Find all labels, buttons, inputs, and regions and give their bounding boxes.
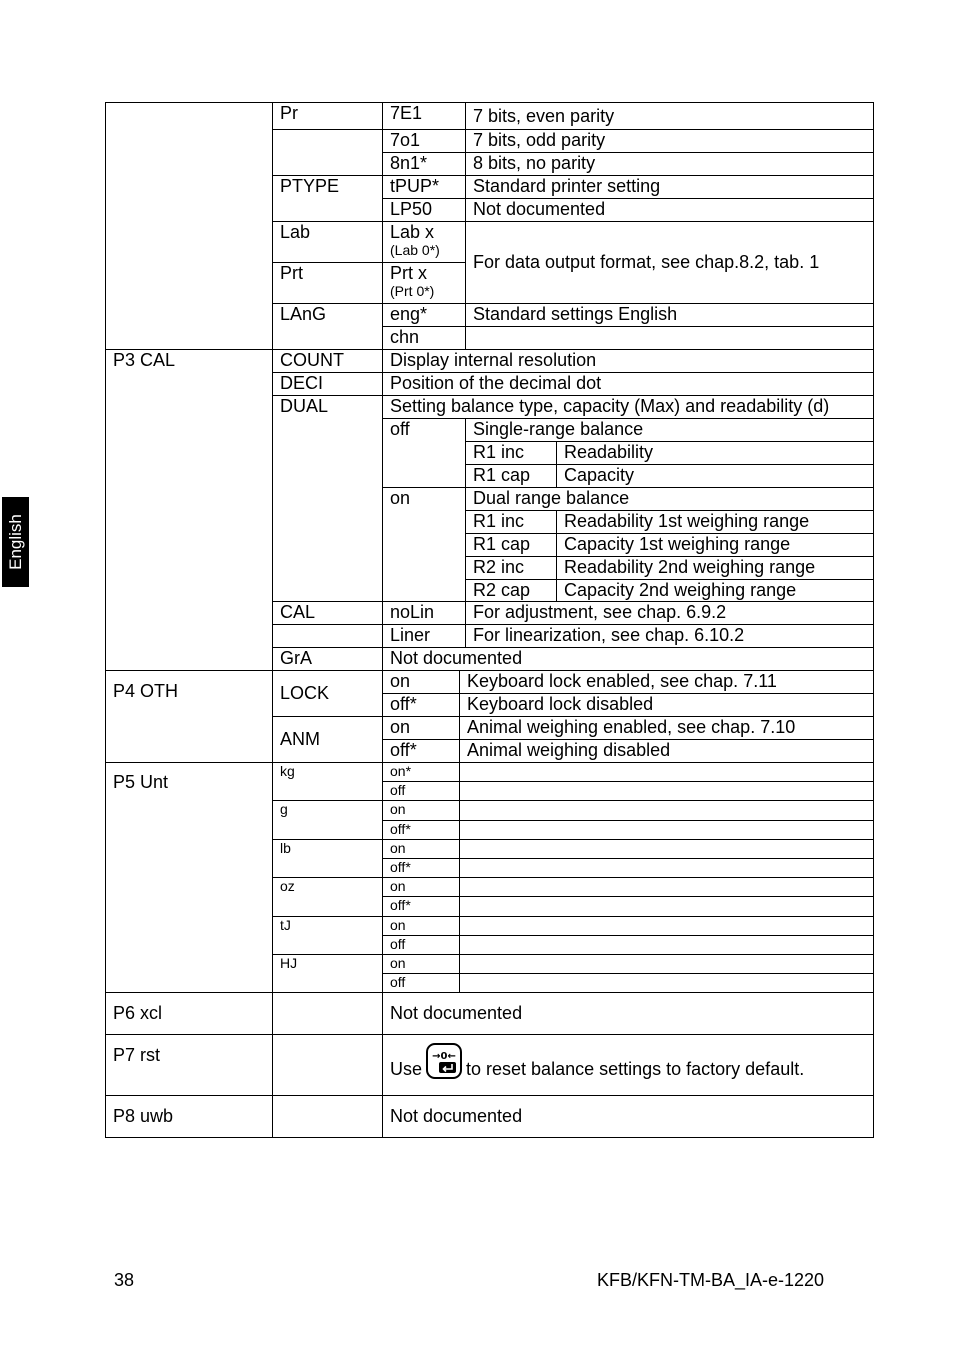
desc-lock-off: Keyboard lock disabled: [459, 693, 874, 717]
param-empty: [272, 129, 383, 176]
document-id: KFB/KFN-TM-BA_IA-e-1220: [597, 1270, 825, 1290]
desc-anm-on: Animal weighing enabled, see chap. 7.10: [459, 716, 874, 740]
value-on-r1inc: R1 inc: [465, 510, 557, 534]
value-7o1: 7o1: [382, 129, 466, 153]
unit-value: on*: [382, 762, 460, 782]
desc-dual: Setting balance type, capacity (Max) and readability (d): [382, 395, 874, 419]
value-dual-off: off: [382, 418, 466, 488]
unit-name: tJ: [272, 916, 383, 955]
page-number: 38: [114, 1270, 135, 1290]
desc-on-r1cap: Capacity 1st weighing range: [556, 533, 874, 557]
unit-desc: [459, 839, 874, 859]
unit-desc: [459, 973, 874, 993]
param-deci: DECI: [272, 372, 383, 396]
unit-desc: [459, 858, 874, 878]
desc-count: Display internal resolution: [382, 349, 874, 373]
unit-value: on: [382, 877, 460, 897]
unit-value: on: [382, 800, 460, 821]
value-on-r1cap: R1 cap: [465, 533, 557, 557]
menu-cell-p4: P4 OTH: [105, 670, 273, 763]
desc-liner: For linearization, see chap. 6.10.2: [465, 624, 874, 648]
unit-desc: [459, 877, 874, 897]
param-p6-empty: [272, 992, 383, 1035]
param-pr: Pr: [272, 102, 383, 130]
desc-on-r1inc: Readability 1st weighing range: [556, 510, 874, 534]
desc-dual-off: Single-range balance: [465, 418, 874, 442]
param-p8-empty: [272, 1095, 383, 1138]
value-chn: chn: [382, 326, 466, 350]
unit-value: on: [382, 916, 460, 936]
desc-chn: [465, 326, 874, 350]
param-cal-empty: [272, 624, 383, 648]
desc-off-r1inc: Readability: [556, 441, 874, 465]
param-prt: Prt: [272, 262, 383, 304]
desc-lab-prt: For data output format, see chap.8.2, tab. 1: [465, 221, 874, 304]
language-side-tab: English: [2, 497, 29, 587]
desc-nolin: For adjustment, see chap. 6.9.2: [465, 601, 874, 625]
value-8n1: 8n1*: [382, 152, 466, 176]
unit-desc: [459, 762, 874, 782]
param-anm: ANM: [272, 716, 383, 763]
unit-value: off*: [382, 896, 460, 917]
unit-value: off*: [382, 858, 460, 878]
menu-cell-empty: [105, 102, 273, 350]
param-lock: LOCK: [272, 670, 383, 717]
value-anm-on: on: [382, 716, 460, 740]
desc-p8: Not documented: [382, 1095, 874, 1138]
param-gra: GrA: [272, 647, 383, 671]
desc-gra: Not documented: [382, 647, 874, 671]
svg-text:→0←: →0←: [432, 1051, 456, 1062]
value-on-r2cap: R2 cap: [465, 579, 557, 602]
desc-on-r2cap: Capacity 2nd weighing range: [556, 579, 874, 602]
desc-lp50: Not documented: [465, 198, 874, 222]
unit-desc: [459, 820, 874, 840]
param-ptype: PTYPE: [272, 175, 383, 222]
param-p7-empty: [272, 1034, 383, 1096]
value-anm-off: off*: [382, 739, 460, 763]
unit-desc: [459, 800, 874, 821]
value-lock-off: off*: [382, 693, 460, 717]
unit-desc: [459, 896, 874, 917]
unit-name: HJ: [272, 954, 383, 993]
param-cal: CAL: [272, 601, 383, 625]
unit-name: g: [272, 800, 383, 840]
desc-lock-on: Keyboard lock enabled, see chap. 7.11: [459, 670, 874, 694]
desc-off-r1cap: Capacity: [556, 464, 874, 488]
desc-8n1: 8 bits, no parity: [465, 152, 874, 176]
unit-value: off: [382, 781, 460, 801]
desc-p7-pre: Use: [390, 1058, 423, 1079]
unit-desc: [459, 781, 874, 801]
value-lock-on: on: [382, 670, 460, 694]
param-lab: Lab: [272, 221, 383, 263]
unit-name: oz: [272, 877, 383, 917]
value-off-r1cap: R1 cap: [465, 464, 557, 488]
desc-p7-post: to reset balance settings to factory default.: [466, 1058, 805, 1079]
param-dual: DUAL: [272, 395, 383, 602]
desc-dual-on: Dual range balance: [465, 487, 874, 511]
value-lp50: LP50: [382, 198, 466, 222]
value-lab-default: (Lab 0*): [390, 242, 440, 258]
desc-eng: Standard settings English: [465, 303, 874, 327]
desc-deci: Position of the decimal dot: [382, 372, 874, 396]
unit-name: kg: [272, 762, 383, 801]
desc-on-r2inc: Readability 2nd weighing range: [556, 556, 874, 580]
unit-value: on: [382, 839, 460, 859]
value-lab-main: Lab x: [390, 222, 435, 242]
value-prt: [382, 262, 466, 304]
unit-desc: [459, 935, 874, 955]
desc-7e1: 7 bits, even parity: [465, 102, 874, 130]
desc-p7: [382, 1034, 874, 1096]
value-eng: eng*: [382, 303, 466, 327]
unit-value: off: [382, 973, 460, 993]
value-tpup: tPUP*: [382, 175, 466, 199]
desc-tpup: Standard printer setting: [465, 175, 874, 199]
desc-anm-off: Animal weighing disabled: [459, 739, 874, 763]
desc-7o1: 7 bits, odd parity: [465, 129, 874, 153]
menu-cell-p6: P6 xcl: [105, 992, 273, 1035]
unit-value: off: [382, 935, 460, 955]
value-on-r2inc: R2 inc: [465, 556, 557, 580]
value-lab: [382, 221, 466, 263]
tare-zero-key-icon: [426, 1043, 462, 1079]
value-off-r1inc: R1 inc: [465, 441, 557, 465]
unit-name: lb: [272, 839, 383, 878]
unit-desc: [459, 916, 874, 936]
value-prt-main: Prt x: [390, 263, 428, 283]
value-liner: Liner: [382, 624, 466, 648]
value-7e1: 7E1: [382, 102, 466, 130]
value-nolin: noLin: [382, 601, 466, 625]
value-dual-on: on: [382, 487, 466, 602]
menu-cell-p8: P8 uwb: [105, 1095, 273, 1138]
param-count: COUNT: [272, 349, 383, 373]
unit-desc: [459, 954, 874, 974]
desc-p6: Not documented: [382, 992, 874, 1035]
unit-value: on: [382, 954, 460, 974]
param-lang: LAnG: [272, 303, 383, 350]
value-prt-default: (Prt 0*): [390, 283, 435, 299]
menu-cell-p3: P3 CAL: [105, 349, 273, 671]
unit-value: off*: [382, 820, 460, 840]
menu-cell-p7: P7 rst: [105, 1034, 273, 1096]
menu-cell-p5: P5 Unt: [105, 762, 273, 993]
